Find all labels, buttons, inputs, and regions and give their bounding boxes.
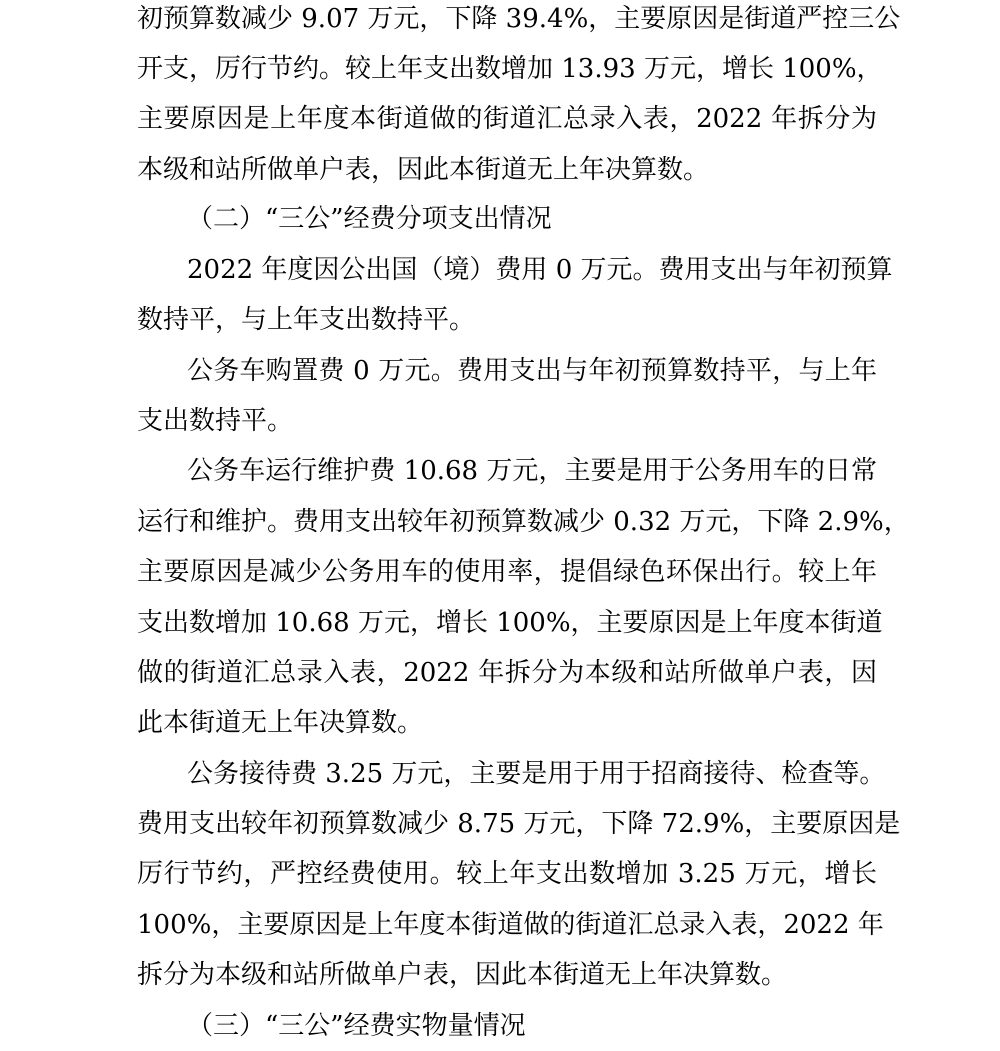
paragraph-line: 初预算数减少 9.07 万元，下降 39.4%，主要原因是街道严控三公	[137, 4, 901, 34]
section-heading-3: （三）“三公”经费实物量情况	[187, 1011, 526, 1041]
paragraph-line: 公务车购置费 0 万元。费用支出与年初预算数持平，与上年	[187, 356, 877, 386]
paragraph-line: 做的街道汇总录入表，2022 年拆分为本级和站所做单户表，因	[137, 658, 877, 688]
paragraph-line: 支出数增加 10.68 万元，增长 100%，主要原因是上年度本街道	[137, 608, 883, 638]
paragraph-line: 厉行节约，严控经费使用。较上年支出数增加 3.25 万元，增长	[137, 859, 877, 889]
paragraph-line: 主要原因是减少公务用车的使用率，提倡绿色环保出行。较上年	[137, 557, 877, 587]
paragraph-line: 数持平，与上年支出数持平。	[137, 305, 476, 335]
paragraph-line: 此本街道无上年决算数。	[137, 708, 424, 738]
paragraph-line: 主要原因是上年度本街道做的街道汇总录入表，2022 年拆分为	[137, 104, 877, 134]
paragraph-line: 公务接待费 3.25 万元，主要是用于用于招商接待、检查等。	[187, 759, 886, 789]
paragraph-line: 运行和维护。费用支出较年初预算数减少 0.32 万元，下降 2.9%，	[137, 507, 910, 537]
paragraph-line: 费用支出较年初预算数减少 8.75 万元，下降 72.9%，主要原因是	[137, 809, 901, 839]
paragraph-line: 开支，厉行节约。较上年支出数增加 13.93 万元，增长 100%，	[137, 54, 883, 84]
section-heading-2: （二）“三公”经费分项支出情况	[187, 204, 552, 234]
paragraph-line: 本级和站所做单户表，因此本街道无上年决算数。	[137, 155, 710, 185]
paragraph-line: 2022 年度因公出国（境）费用 0 万元。费用支出与年初预算	[187, 255, 893, 285]
paragraph-line: 公务车运行维护费 10.68 万元，主要是用于公务用车的日常	[187, 456, 877, 486]
paragraph-line: 支出数持平。	[137, 406, 294, 436]
paragraph-line: 100%，主要原因是上年度本街道做的街道汇总录入表，2022 年	[137, 910, 884, 940]
paragraph-line: 拆分为本级和站所做单户表，因此本街道无上年决算数。	[137, 960, 788, 990]
